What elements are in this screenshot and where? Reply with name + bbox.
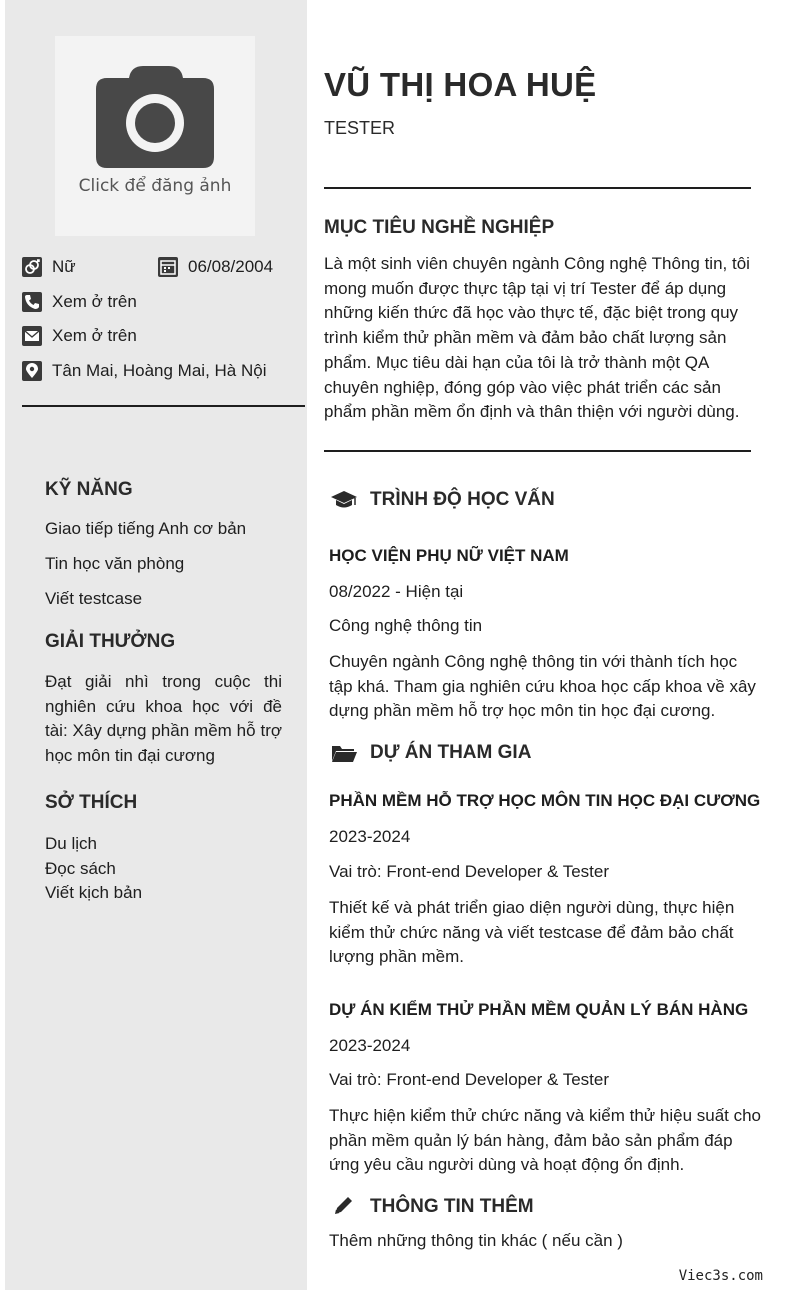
- sidebar: [5, 0, 307, 1290]
- education-heading-label: TRÌNH ĐỘ HỌC VẤN: [370, 489, 555, 510]
- awards-heading: GIẢI THƯỞNG: [45, 631, 176, 652]
- objective-divider: [324, 450, 751, 452]
- project-title: DỰ ÁN KIỂM THỬ PHẦN MỀM QUẢN LÝ BÁN HÀNG: [329, 1000, 749, 1019]
- project-role: Vai trò: Front-end Developer & Tester: [329, 1070, 610, 1089]
- gender-value: Nữ: [52, 257, 76, 276]
- project-role: Vai trò: Front-end Developer & Tester: [329, 862, 610, 881]
- skill-item: Tin học văn phòng: [45, 554, 185, 573]
- phone-icon: [22, 292, 42, 312]
- calendar-icon: [158, 257, 178, 277]
- project-title: PHẦN MỀM HỖ TRỢ HỌC MÔN TIN HỌC ĐẠI CƯƠNG: [329, 791, 761, 810]
- envelope-icon: [22, 326, 42, 346]
- projects-heading: [330, 740, 531, 766]
- education-school: HỌC VIỆN PHỤ NỮ VIỆT NAM: [329, 546, 569, 565]
- objective-text: Là một sinh viên chuyên ngành Công nghệ Thông tin, tôi mong muốn được thực tập tại vị trí Tester để áp dụng những kiến thức đã học vào thực tế, đặc biệt trong quy trình kiểm thử phần mềm và đảm bảo chất lượng sản phẩm. Mục tiêu dài hạn của tôi là trở thành một QA chuyên nghiệp, đóng góp vào việc phát triển các sản phẩm phần mềm ổn định và thân thiện với người dùng.: [324, 254, 750, 422]
- gender-row: [22, 256, 76, 278]
- project-description: Thực hiện kiểm thử chức năng và kiểm thử hiệu suất cho phần mềm quản lý bán hàng, đảm bảo sản phẩm đáp ứng yêu cầu người dùng và hoạt động ổn định.: [329, 1106, 762, 1175]
- gender-icon: [22, 257, 42, 277]
- education-major: Công nghệ thông tin: [329, 616, 483, 635]
- additional-text: Thêm những thông tin khác ( nếu cần ): [329, 1231, 623, 1250]
- email-row: [22, 325, 137, 347]
- candidate-name: VŨ THỊ HOA HUỆ: [324, 66, 597, 103]
- watermark: Viec3s.com: [678, 1268, 763, 1284]
- photo-caption: Click để đăng ảnh: [78, 176, 232, 196]
- skills-heading: KỸ NĂNG: [45, 479, 133, 500]
- pencil-icon: [330, 1196, 358, 1218]
- birthday-row: [158, 256, 273, 278]
- hobby-item: Du lịch: [45, 834, 97, 853]
- candidate-position: TESTER: [324, 118, 396, 138]
- email-value: Xem ở trên: [52, 326, 137, 345]
- phone-row: [22, 291, 137, 313]
- photo-upload[interactable]: [55, 36, 255, 236]
- birthday-value: 06/08/2004: [188, 257, 274, 276]
- project-period: 2023-2024: [329, 827, 411, 846]
- objective-heading: MỤC TIÊU NGHỀ NGHIỆP: [324, 217, 555, 238]
- address-row: [22, 360, 266, 382]
- project-period: 2023-2024: [329, 1036, 411, 1055]
- phone-value: Xem ở trên: [52, 292, 137, 311]
- projects-heading-label: DỰ ÁN THAM GIA: [370, 742, 532, 763]
- header-divider: [324, 187, 751, 189]
- camera-icon: [95, 64, 215, 168]
- skill-item: Viết testcase: [45, 589, 143, 608]
- address-value: Tân Mai, Hoàng Mai, Hà Nội: [52, 361, 267, 380]
- graduation-cap-icon: [330, 489, 358, 511]
- project-description: Thiết kế và phát triển giao diện người dùng, thực hiện kiểm thử chức năng và viết testcase để đảm bảo chất lượng phần mềm.: [329, 898, 735, 967]
- education-period: 08/2022 - Hiện tại: [329, 582, 464, 601]
- additional-heading-label: THÔNG TIN THÊM: [370, 1196, 534, 1217]
- additional-heading: [330, 1194, 534, 1220]
- hobby-item: Viết kịch bản: [45, 883, 143, 902]
- location-pin-icon: [22, 361, 42, 381]
- hobbies-heading: SỞ THÍCH: [45, 792, 138, 813]
- hobbies-list: [45, 832, 142, 906]
- awards-text: Đạt giải nhì trong cuộc thi nghiên cứu khoa học với đề tài: Xây dựng phần mềm hỗ trợ học môn tin đại cương: [45, 672, 282, 765]
- skill-item: Giao tiếp tiếng Anh cơ bản: [45, 519, 247, 538]
- sidebar-divider: [22, 405, 305, 407]
- hobby-item: Đọc sách: [45, 858, 116, 878]
- folder-icon: [330, 742, 358, 764]
- education-description: Chuyên ngành Công nghệ thông tin với thành tích học tập khá. Tham gia nghiên cứu khoa học cấp khoa về xây dựng phần mềm hỗ trợ học môn tin học đại cương.: [329, 652, 756, 721]
- education-heading: [330, 487, 555, 513]
